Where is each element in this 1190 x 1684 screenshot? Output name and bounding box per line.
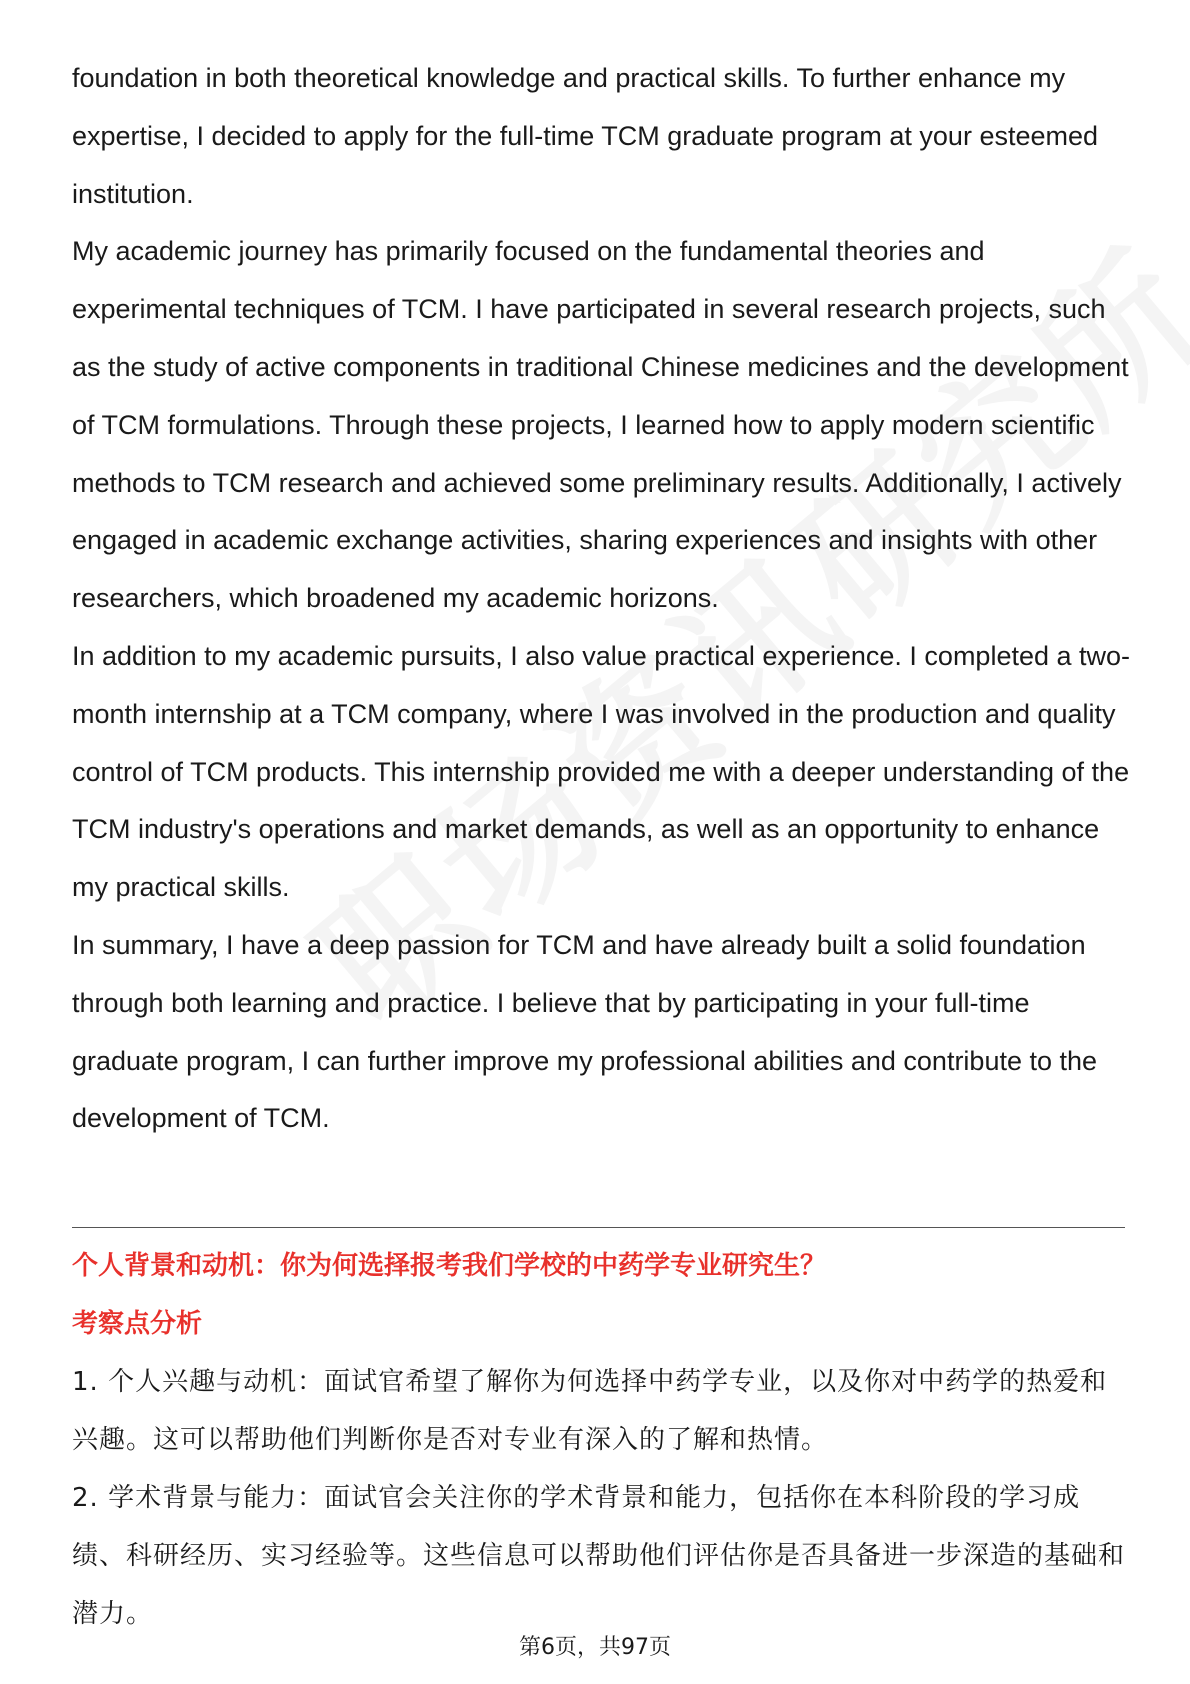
paragraph-practical: In addition to my academic pursuits, I also value practical experience. I completed a two-month internship at a TCM company, where I was involved in the production and quality control of TCM products. This internship provided me with a deeper understanding of the TCM industry's operations and market demands, as well as an opportunity to enhance my practical skills. <box>72 640 1131 903</box>
paragraph-summary: In summary, I have a deep passion for TCM and have already built a solid foundation through both learning and practice. I believe that by participating in your full-time graduate program, I can further improve my professional abilities and contribute to the development of TCM. <box>72 929 1098 1134</box>
page-number-footer: 第6页，共97页 <box>519 1635 671 1660</box>
section-divider <box>72 1227 1125 1228</box>
answer-body <box>72 50 1132 1148</box>
question-title: 个人背景和动机：你为何选择报考我们学校的中药学专业研究生？ <box>72 1251 827 1281</box>
analysis-heading: 考察点分析 <box>72 1309 203 1339</box>
paragraph-intro: foundation in both theoretical knowledge and practical skills. To further enhance my expertise, I decided to apply for the full-time TCM graduate program at your esteemed institution. <box>72 63 1099 209</box>
analysis-point-1: 1. 个人兴趣与动机：面试官希望了解你为何选择中药学专业，以及你对中药学的热爱和兴趣。这可以帮助他们判断你是否对专业有深入的了解和热情。 <box>72 1367 1108 1455</box>
question-section <box>72 1237 1132 1643</box>
paragraph-academic: My academic journey has primarily focused on the fundamental theories and experimental techniques of TCM. I have participated in several research projects, such as the study of active components in traditional Chinese medicines and the development of TCM formulations. Through these projects, I learned how to apply modern scientific methods to TCM research and achieved some preliminary results. Additionally, I actively engaged in academic exchange activities, sharing experiences and insights with other researchers, which broadened my academic horizons. <box>72 236 1129 614</box>
analysis-point-2: 2. 学术背景与能力：面试官会关注你的学术背景和能力，包括你在本科阶段的学习成绩、科研经历、实习经验等。这些信息可以帮助他们评估你是否具备进一步深造的基础和潜力。 <box>72 1483 1126 1629</box>
